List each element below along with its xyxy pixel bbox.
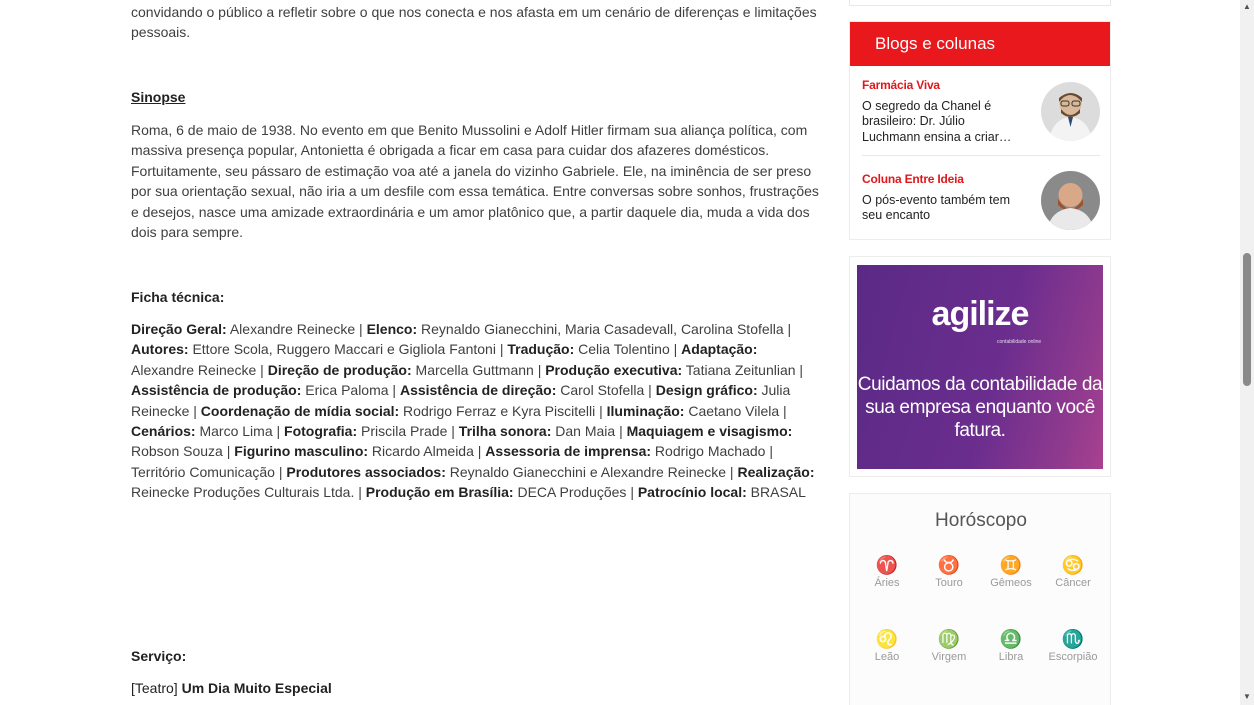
- credit-value: Erica Paloma |: [301, 382, 400, 399]
- credit-label: Autores:: [131, 341, 189, 358]
- horoscope-title: Horóscopo: [935, 510, 1027, 531]
- credit-label: Iluminação:: [606, 402, 685, 419]
- sign-label: Leão: [874, 651, 900, 663]
- credit-value: Julia Reinecke |: [131, 382, 791, 419]
- credit-label: Direção de produção:: [267, 361, 412, 378]
- ficha-tecnica-heading: Ficha técnica:: [131, 289, 225, 305]
- credit-label: Produtores associados:: [286, 463, 446, 480]
- sign-escorpiao[interactable]: [1042, 628, 1104, 663]
- credit-label: Cenários:: [131, 423, 196, 440]
- servico-category: [Teatro]: [131, 680, 178, 696]
- ad-text: Cuidamos da contabilidade da sua empresa enquanto você fatura.: [857, 374, 1103, 441]
- credit-label: Assistência de direção:: [399, 382, 557, 399]
- author-photo-icon[interactable]: [1041, 171, 1100, 230]
- credit-value: Rodrigo Machado | Território Comunicação |: [131, 443, 773, 480]
- credit-value: Priscila Prade |: [357, 423, 459, 440]
- credit-label: Produção em Brasília:: [365, 484, 514, 501]
- credit-label: Trilha sonora:: [458, 423, 552, 440]
- credit-value: Caetano Vilela |: [684, 402, 787, 419]
- credit-value: Alexandre Reinecke |: [131, 361, 268, 378]
- ficha-tecnica-paragraph: [131, 319, 823, 503]
- credit-value: Marcella Guttmann |: [411, 361, 546, 378]
- credit-label: Assistência de produção:: [131, 382, 302, 399]
- credit-label: Adaptação:: [681, 341, 758, 358]
- aries-icon: ♈: [875, 555, 899, 575]
- agilize-logo: agilize: [931, 295, 1029, 333]
- credit-label: Direção Geral:: [131, 321, 227, 337]
- blog-item[interactable]: [862, 172, 1100, 224]
- sinopse-heading: Sinopse: [131, 89, 186, 105]
- page-scrollbar[interactable]: [1240, 0, 1254, 705]
- sign-label: Virgem: [931, 651, 967, 663]
- sign-leao[interactable]: [856, 628, 918, 663]
- sign-gemeos[interactable]: [980, 554, 1042, 589]
- sinopse-paragraph: Roma, 6 de maio de 1938. No evento em que Benito Mussolini e Adolf Hitler firmam sua aliança política, com massiva presença popular, Antonietta é obrigada a ficar em casa para cuidar dos afazeres domésticos. Fortuitamente, seu pássaro de estimação voa até a janela do vizinho Gabriele. Ele, na iminência de ser preso por sua orientação sexual, não iria a um desfile com essa temática. Entre conversas sobre sonhos, frustrações e desejos, nasce uma amizade extraordinária e um amor platônico que, a partir daquele dia, muda a vida dos dois para sempre.: [131, 122, 819, 241]
- sign-label: Libra: [998, 651, 1024, 663]
- credit-value: Reynaldo Gianecchini, Maria Casadevall, Carolina Stofella |: [417, 321, 792, 337]
- credit-value: Rodrigo Ferraz e Kyra Piscitelli |: [399, 402, 607, 419]
- servico-event-name: Um Dia Muito Especial: [181, 680, 332, 696]
- credit-value: Celia Tolentino |: [574, 341, 682, 358]
- agilize-logo-tagline: contabilidade online: [997, 339, 1042, 345]
- sign-libra[interactable]: [980, 628, 1042, 663]
- sign-aries[interactable]: [856, 554, 918, 589]
- sign-label: Áries: [874, 577, 900, 589]
- credit-value: Reinecke Produções Culturais Ltda. |: [131, 484, 366, 501]
- credit-label: Realização:: [737, 463, 815, 480]
- sign-label: Touro: [935, 577, 963, 589]
- sign-label: Câncer: [1055, 577, 1091, 589]
- agilize-ad-banner[interactable]: [857, 265, 1103, 469]
- credit-value: BRASAL: [746, 484, 806, 501]
- sign-label: Gêmeos: [990, 577, 1032, 589]
- blog-item[interactable]: [862, 78, 1100, 156]
- author-photo-icon[interactable]: [1041, 82, 1100, 141]
- horoscope-widget: [849, 493, 1111, 705]
- gemini-icon: ♊: [999, 555, 1023, 575]
- credit-label: Design gráfico:: [655, 382, 758, 399]
- blogs-widget: [849, 21, 1111, 240]
- credit-label: Coordenação de mídia social:: [200, 402, 400, 419]
- credit-label: Tradução:: [507, 341, 575, 358]
- scroll-down-arrow-icon[interactable]: ▼: [1243, 692, 1251, 701]
- credit-value: Ricardo Almeida |: [368, 443, 486, 460]
- leo-icon: ♌: [875, 629, 899, 649]
- servico-heading: Serviço:: [131, 648, 187, 664]
- sign-cancer[interactable]: [1042, 554, 1104, 589]
- blog-title[interactable]: O pós-evento também tem seu encanto: [862, 193, 1010, 223]
- taurus-icon: ♉: [937, 555, 961, 575]
- servico-line: [131, 678, 332, 698]
- credit-value: Marco Lima |: [195, 423, 285, 440]
- credit-label: Elenco:: [366, 321, 418, 337]
- credit-value: Alexandre Reinecke |: [226, 321, 367, 337]
- credit-label: Produção executiva:: [545, 361, 683, 378]
- credit-value: Tatiana Zeitunlian |: [682, 361, 804, 378]
- credit-value: Ettore Scola, Ruggero Maccari e Gigliola Fantoni |: [188, 341, 508, 358]
- credit-value: Carol Stofella |: [556, 382, 656, 399]
- credit-value: Reynaldo Gianecchini e Alexandre Reinecke |: [445, 463, 738, 480]
- sign-label: Escorpião: [1048, 651, 1098, 663]
- blog-category[interactable]: Coluna Entre Ideia: [862, 172, 964, 186]
- credit-label: Maquiagem e visagismo:: [626, 423, 793, 440]
- advertisement[interactable]: [849, 256, 1111, 477]
- scrollbar-thumb[interactable]: [1243, 253, 1251, 386]
- credit-label: Fotografia:: [284, 423, 358, 440]
- credit-label: Patrocínio local:: [637, 484, 747, 501]
- credit-label: Figurino masculino:: [234, 443, 369, 460]
- credit-value: Robson Souza |: [131, 443, 235, 460]
- credit-label: Assessoria de imprensa:: [485, 443, 652, 460]
- blog-title[interactable]: O segredo da Chanel é brasileiro: Dr. Júlio Luchmann ensina a criar…: [862, 99, 1012, 144]
- cancer-icon: ♋: [1061, 555, 1085, 575]
- sign-touro[interactable]: [918, 554, 980, 589]
- credit-value: DECA Produções |: [513, 484, 638, 501]
- previous-widget-border: [849, 0, 1111, 6]
- blogs-widget-title[interactable]: Blogs e colunas: [850, 22, 1110, 66]
- sign-virgem[interactable]: [918, 628, 980, 663]
- scroll-up-arrow-icon[interactable]: ▲: [1243, 2, 1251, 11]
- scorpio-icon: ♏: [1061, 629, 1085, 649]
- libra-icon: ♎: [999, 629, 1023, 649]
- article-intro-paragraph: convidando o público a refletir sobre o que nos conecta e nos afasta em um cenário de diferenças e limitações pessoais.: [131, 4, 817, 41]
- blog-category[interactable]: Farmácia Viva: [862, 78, 940, 92]
- virgo-icon: ♍: [937, 629, 961, 649]
- credit-value: Dan Maia |: [551, 423, 627, 440]
